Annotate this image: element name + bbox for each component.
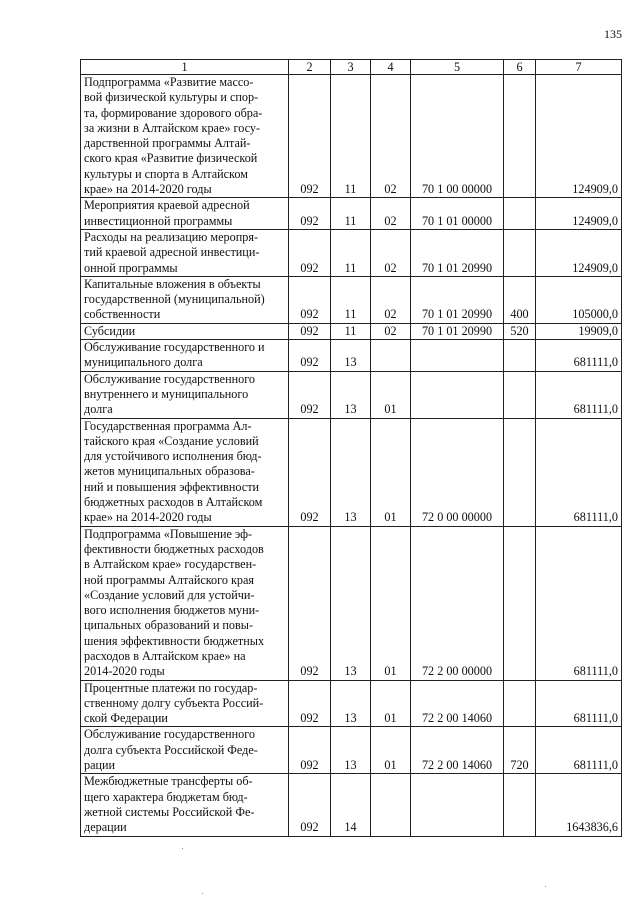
header-cell-5: 5 bbox=[411, 60, 504, 75]
expense-type-cell bbox=[504, 198, 536, 230]
subsection-code-cell: 01 bbox=[371, 371, 411, 418]
amount-cell: 1643836,6 bbox=[536, 774, 622, 836]
ministry-code-cell: 092 bbox=[289, 229, 331, 276]
expense-type-cell bbox=[504, 526, 536, 680]
table-row bbox=[81, 774, 622, 836]
section-code-cell: 11 bbox=[331, 276, 371, 323]
amount-cell: 124909,0 bbox=[536, 198, 622, 230]
target-article-cell bbox=[411, 774, 504, 836]
table-row bbox=[81, 680, 622, 727]
ministry-code-cell: 092 bbox=[289, 526, 331, 680]
table-row bbox=[81, 526, 622, 680]
header-row bbox=[81, 60, 622, 75]
section-code-cell: 13 bbox=[331, 340, 371, 372]
ministry-code-cell: 092 bbox=[289, 774, 331, 836]
row-name-cell: Подпрограмма «Развитие массо- вой физической культуры и спор- та, формирование здорового обра- за жизни в Алтайском крае» госу- дарственной программы Алтай- ского края «Развитие физической культуры и спорта в Алтайском крае» на 2014-2020 годы bbox=[81, 75, 289, 198]
section-code-cell: 14 bbox=[331, 774, 371, 836]
expense-type-cell bbox=[504, 75, 536, 198]
table-row bbox=[81, 276, 622, 323]
expense-type-cell: 720 bbox=[504, 727, 536, 774]
header-cell-6: 6 bbox=[504, 60, 536, 75]
table-row bbox=[81, 340, 622, 372]
ministry-code-cell: 092 bbox=[289, 276, 331, 323]
table-row bbox=[81, 418, 622, 526]
subsection-code-cell: 01 bbox=[371, 680, 411, 727]
budget-table bbox=[80, 59, 622, 837]
section-code-cell: 11 bbox=[331, 323, 371, 339]
target-article-cell bbox=[411, 371, 504, 418]
row-name-cell: Обслуживание государственного внутреннего и муниципального долга bbox=[81, 371, 289, 418]
target-article-cell: 72 0 00 00000 bbox=[411, 418, 504, 526]
subsection-code-cell bbox=[371, 340, 411, 372]
row-name-cell: Подпрограмма «Повышение эф- фективности бюджетных расходов в Алтайском крае» государствен- ной программы Алтайского края «Создание условий для устойчи- вого исполнения бюджетов муни- ципальных образований и повы- шения эффективности бюджетных расходов в Алтайском крае» на 2014-2020 годы bbox=[81, 526, 289, 680]
subsection-code-cell: 02 bbox=[371, 75, 411, 198]
target-article-cell: 70 1 00 00000 bbox=[411, 75, 504, 198]
amount-cell: 19909,0 bbox=[536, 323, 622, 339]
ministry-code-cell: 092 bbox=[289, 680, 331, 727]
subsection-code-cell: 02 bbox=[371, 229, 411, 276]
expense-type-cell bbox=[504, 774, 536, 836]
section-code-cell: 13 bbox=[331, 680, 371, 727]
target-article-cell bbox=[411, 340, 504, 372]
header-cell-3: 3 bbox=[331, 60, 371, 75]
amount-cell: 124909,0 bbox=[536, 229, 622, 276]
expense-type-cell bbox=[504, 340, 536, 372]
table-row bbox=[81, 198, 622, 230]
target-article-cell: 70 1 01 20990 bbox=[411, 229, 504, 276]
table-row bbox=[81, 371, 622, 418]
row-name-cell: Межбюджетные трансферты об- щего характера бюджетам бюд- жетной системы Российской Фе- дерации bbox=[81, 774, 289, 836]
scan-speck bbox=[545, 886, 546, 887]
amount-cell: 681111,0 bbox=[536, 340, 622, 372]
ministry-code-cell: 092 bbox=[289, 371, 331, 418]
row-name-cell: Обслуживание государственного и муниципального долга bbox=[81, 340, 289, 372]
amount-cell: 124909,0 bbox=[536, 75, 622, 198]
amount-cell: 681111,0 bbox=[536, 526, 622, 680]
amount-cell: 105000,0 bbox=[536, 276, 622, 323]
amount-cell: 681111,0 bbox=[536, 727, 622, 774]
ministry-code-cell: 092 bbox=[289, 198, 331, 230]
row-name-cell: Обслуживание государственного долга субъекта Российской Феде- рации bbox=[81, 727, 289, 774]
target-article-cell: 70 1 01 20990 bbox=[411, 323, 504, 339]
page-number: 135 bbox=[604, 27, 622, 41]
amount-cell: 681111,0 bbox=[536, 418, 622, 526]
target-article-cell: 72 2 00 14060 bbox=[411, 727, 504, 774]
row-name-cell: Государственная программа Ал- тайского края «Создание условий для устойчивого исполнения бюд- жетов муниципальных образова- ний и повышения эффективности бюджетных расходов в Алтайском крае» на 2014-2020 годы bbox=[81, 418, 289, 526]
subsection-code-cell: 02 bbox=[371, 276, 411, 323]
section-code-cell: 13 bbox=[331, 371, 371, 418]
scan-speck bbox=[202, 893, 203, 894]
header-cell-4: 4 bbox=[371, 60, 411, 75]
header-cell-2: 2 bbox=[289, 60, 331, 75]
row-name-cell: Расходы на реализацию меропря- тий краевой адресной инвестици- онной программы bbox=[81, 229, 289, 276]
ministry-code-cell: 092 bbox=[289, 75, 331, 198]
amount-cell: 681111,0 bbox=[536, 680, 622, 727]
table-row bbox=[81, 323, 622, 339]
expense-type-cell bbox=[504, 680, 536, 727]
row-name-cell: Субсидии bbox=[81, 323, 289, 339]
amount-cell: 681111,0 bbox=[536, 371, 622, 418]
subsection-code-cell: 01 bbox=[371, 526, 411, 680]
row-name-cell: Капитальные вложения в объекты государственной (муниципальной) собственности bbox=[81, 276, 289, 323]
expense-type-cell bbox=[504, 418, 536, 526]
subsection-code-cell: 02 bbox=[371, 323, 411, 339]
section-code-cell: 13 bbox=[331, 727, 371, 774]
target-article-cell: 72 2 00 14060 bbox=[411, 680, 504, 727]
subsection-code-cell bbox=[371, 774, 411, 836]
target-article-cell: 70 1 01 20990 bbox=[411, 276, 504, 323]
ministry-code-cell: 092 bbox=[289, 323, 331, 339]
section-code-cell: 11 bbox=[331, 229, 371, 276]
table-row bbox=[81, 75, 622, 198]
ministry-code-cell: 092 bbox=[289, 727, 331, 774]
section-code-cell: 13 bbox=[331, 418, 371, 526]
header-cell-1: 1 bbox=[81, 60, 289, 75]
expense-type-cell: 400 bbox=[504, 276, 536, 323]
section-code-cell: 11 bbox=[331, 198, 371, 230]
section-code-cell: 11 bbox=[331, 75, 371, 198]
header-cell-7: 7 bbox=[536, 60, 622, 75]
expense-type-cell bbox=[504, 371, 536, 418]
ministry-code-cell: 092 bbox=[289, 418, 331, 526]
target-article-cell: 70 1 01 00000 bbox=[411, 198, 504, 230]
target-article-cell: 72 2 00 00000 bbox=[411, 526, 504, 680]
subsection-code-cell: 02 bbox=[371, 198, 411, 230]
row-name-cell: Процентные платежи по государ- ственному долгу субъекта Россий- ской Федерации bbox=[81, 680, 289, 727]
row-name-cell: Мероприятия краевой адресной инвестиционной программы bbox=[81, 198, 289, 230]
subsection-code-cell: 01 bbox=[371, 727, 411, 774]
subsection-code-cell: 01 bbox=[371, 418, 411, 526]
table-row bbox=[81, 229, 622, 276]
expense-type-cell bbox=[504, 229, 536, 276]
table-row bbox=[81, 727, 622, 774]
section-code-cell: 13 bbox=[331, 526, 371, 680]
scan-speck bbox=[182, 848, 183, 849]
expense-type-cell: 520 bbox=[504, 323, 536, 339]
ministry-code-cell: 092 bbox=[289, 340, 331, 372]
